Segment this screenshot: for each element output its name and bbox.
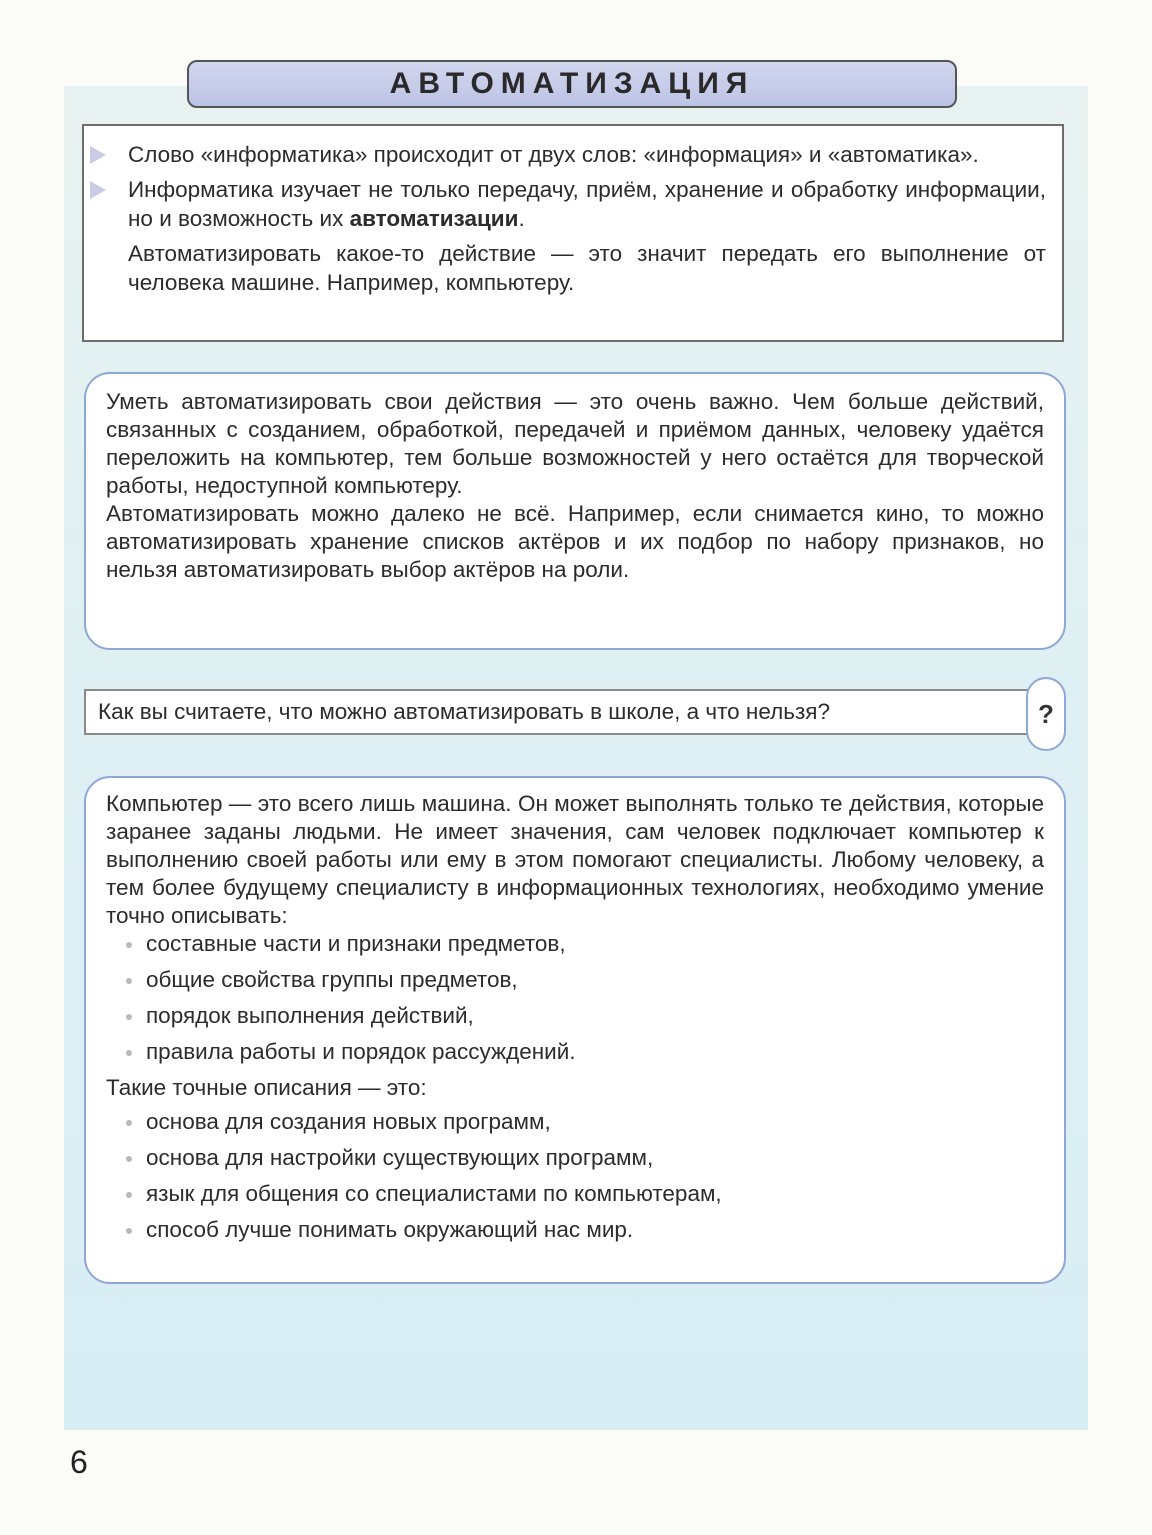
list-item: общие свойства группы предметов, bbox=[146, 966, 1044, 994]
importance-paragraph-2: Автоматизировать можно далеко не всё. Например, если снимается кино, то можно автоматизировать хранение списков актёров и их подбор по набору признаков, но нельзя автоматизировать выбор актёров на роли. bbox=[106, 501, 1044, 582]
computer-box bbox=[84, 776, 1066, 1284]
intro-bullet-2-suffix: . bbox=[518, 206, 525, 231]
list-item: способ лучше понимать окружающий нас мир. bbox=[146, 1216, 1044, 1244]
intro-bullet-1-text: Слово «информатика» происходит от двух слов: «информация» и «автоматика». bbox=[128, 142, 979, 167]
intro-bullet-1 bbox=[128, 140, 1046, 169]
definition-text: Автоматизировать какое-то действие — это значит передать его выполнение от человека машине. Например, компьютеру. bbox=[128, 241, 1046, 295]
purpose-list bbox=[106, 1108, 1044, 1244]
description-list bbox=[106, 930, 1044, 1066]
list-item: порядок выполнения действий, bbox=[146, 1002, 1044, 1030]
list-item: основа для создания новых программ, bbox=[146, 1108, 1044, 1136]
page-number: 6 bbox=[70, 1444, 88, 1480]
list-item: язык для общения со специалистами по компьютерам, bbox=[146, 1180, 1044, 1208]
arrow-bullet-icon bbox=[90, 146, 106, 164]
importance-paragraph-1: Уметь автоматизировать свои действия — это очень важно. Чем больше действий, связанных с созданием, обработкой, передачей и приёмом данных, человеку удаётся переложить на компьютер, тем больше возможностей у него остаётся для творческой работы, недоступной компьютеру. bbox=[106, 389, 1044, 498]
descriptions-intro: Такие точные описания — это: bbox=[106, 1075, 427, 1100]
arrow-bullet-icon bbox=[90, 181, 106, 199]
intro-box bbox=[82, 124, 1064, 342]
list-item: составные части и признаки предметов, bbox=[146, 930, 1044, 958]
question-mark-icon: ? bbox=[1026, 677, 1066, 751]
intro-bullet-2-text: Информатика изучает не только передачу, приём, хранение и обработку информации, но и возможность их bbox=[128, 177, 1046, 231]
question-box bbox=[84, 689, 1038, 735]
computer-paragraph: Компьютер — это всего лишь машина. Он может выполнять только те действия, которые заранее заданы людьми. Не имеет значения, сам человек подключает компьютер к выполнению своей работы или ему в этом помогают специалисты. Любому человеку, а тем более будущему специалисту в информационных технологиях, необходимо умение точно описывать: bbox=[106, 791, 1044, 928]
importance-box bbox=[84, 372, 1066, 650]
list-item: основа для настройки существующих программ, bbox=[146, 1144, 1044, 1172]
intro-bullet-2 bbox=[128, 175, 1046, 233]
list-item: правила работы и порядок рассуждений. bbox=[146, 1038, 1044, 1066]
question-text: Как вы считаете, что можно автоматизировать в школе, а что нельзя? bbox=[98, 699, 830, 724]
intro-bullet-2-bold: автоматизации bbox=[349, 206, 519, 231]
page-title: АВТОМАТИЗАЦИЯ bbox=[187, 60, 957, 108]
